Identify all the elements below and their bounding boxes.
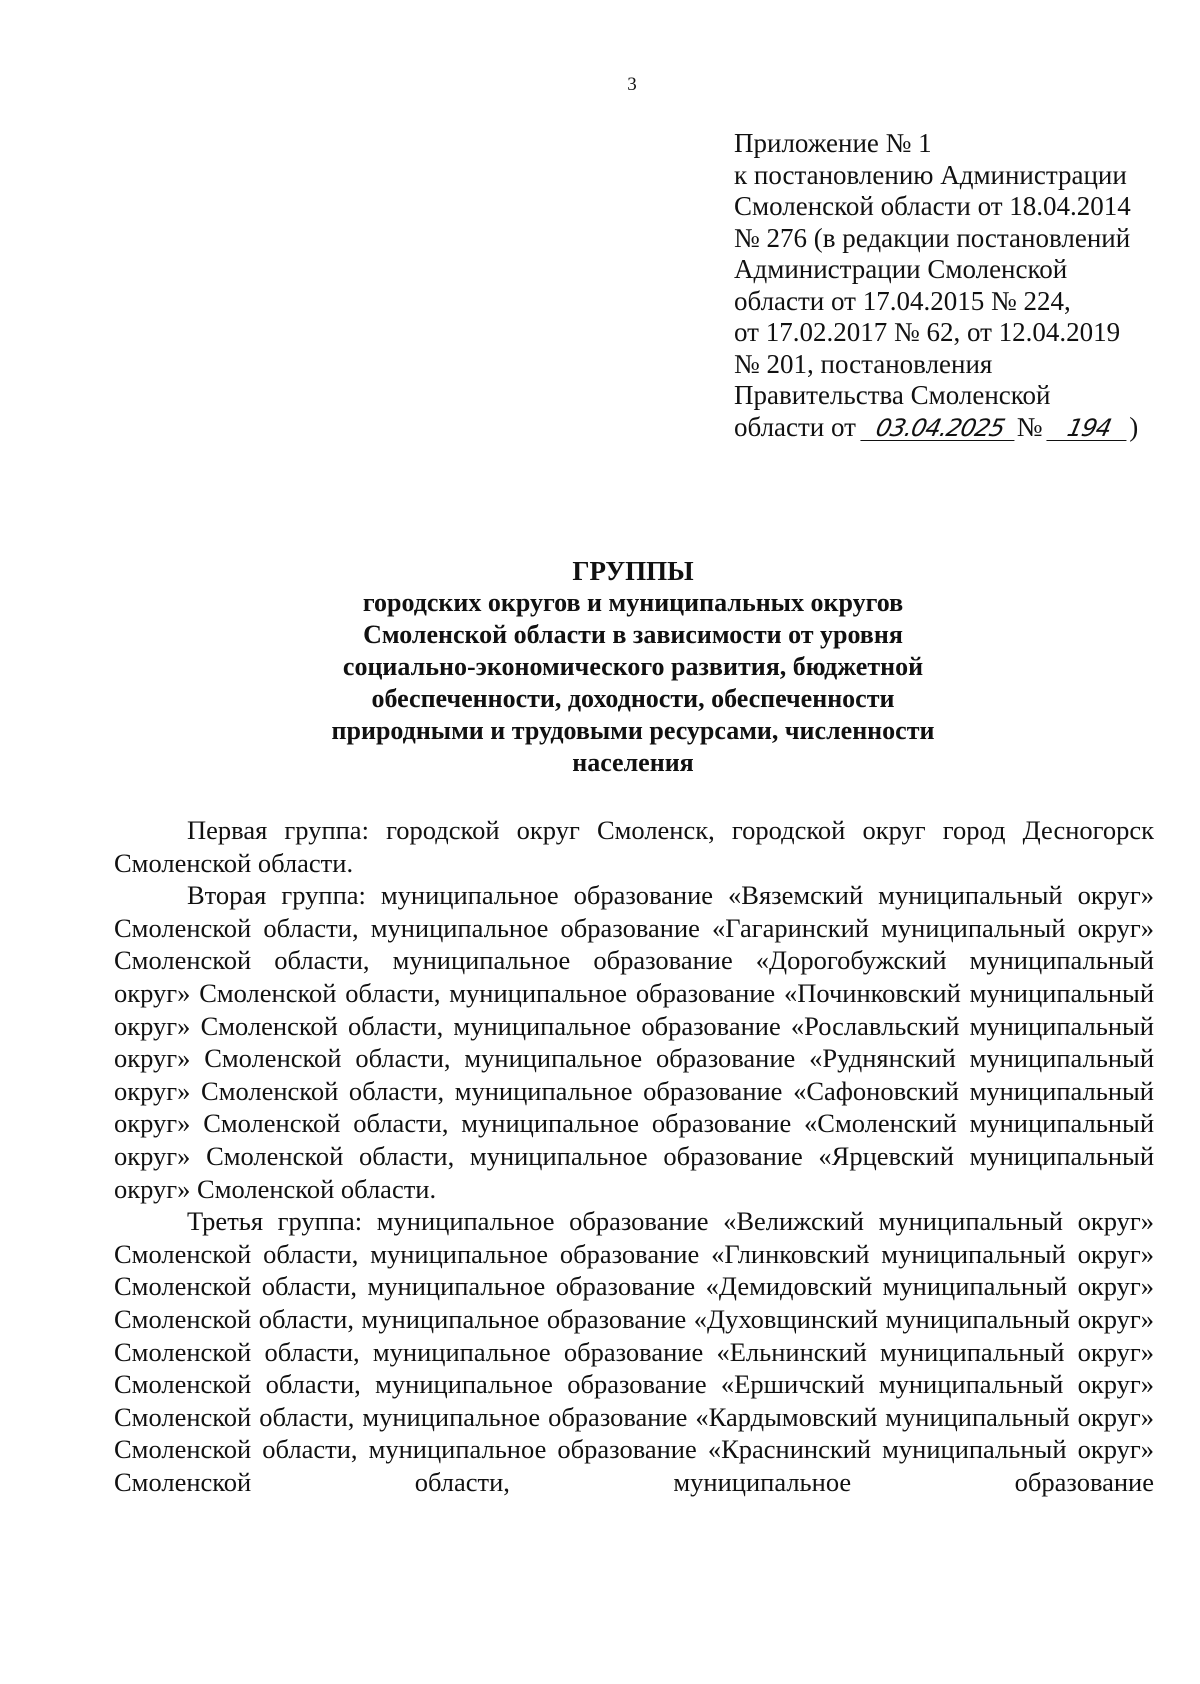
closing-parenthesis: ): [1129, 411, 1139, 442]
document-title: [232, 555, 1034, 779]
title-line: населения: [572, 748, 694, 777]
paragraph-group-2: Вторая группа: муниципальное образование «Вяземский муниципальный округ» Смоленской области, муниципальное образование «Гагаринский муниципальный округ» Смоленской области, муниципальное образование «Дорогобужский муниципальный округ» Смоленской области, муниципальное образование «Починковский муниципальный округ» Смоленской области, муниципальное образование «Рославльский муниципальный округ» Смоленской области, муниципальное образование «Руднянский муниципальный округ» Смоленской области, муниципальное образование «Сафоновский муниципальный округ» Смоленской области, муниципальное образование «Смоленский муниципальный округ» Смоленской области, муниципальное образование «Ярцевский муниципальный округ» Смоленской области.: [114, 880, 1154, 1204]
appendix-line: Администрации Смоленской: [734, 254, 1068, 284]
document-body: [114, 814, 1154, 1498]
appendix-line: Смоленской области от 18.04.2014: [734, 191, 1131, 221]
appendix-line: Приложение № 1: [734, 128, 932, 158]
paragraph-group-3: Третья группа: муниципальное образование «Велижский муниципальный округ» Смоленской области, муниципальное образование «Глинковский муниципальный округ» Смоленской области, муниципальное образование «Демидовский муниципальный округ» Смоленской области, муниципальное образование «Духовщинский муниципальный округ» Смоленской области, муниципальное образование «Ельнинский муниципальный округ» Смоленской области, муниципальное образование «Ершичский муниципальный округ» Смоленской области, муниципальное образование «Кардымовский муниципальный округ» Смоленской области, муниципальное образование «Краснинский муниципальный округ» Смоленской области, муниципальное образование: [114, 1206, 1154, 1497]
handwritten-number: 194: [1047, 416, 1132, 441]
appendix-last-line: [734, 412, 1154, 444]
handwritten-date: 03.04.2025: [860, 416, 1019, 441]
title-line: социально-экономического развития, бюджетной: [342, 652, 924, 681]
number-sign: №: [1016, 411, 1050, 442]
appendix-line: № 201, постановления: [734, 348, 993, 379]
title-line: Смоленской области в зависимости от уровня: [363, 620, 903, 649]
page-number: 3: [627, 74, 637, 95]
appendix-line: к постановлению Администрации: [734, 159, 1127, 190]
title-main: ГРУППЫ: [572, 556, 694, 586]
appendix-last-line-prefix: области от: [734, 411, 863, 442]
title-line: природными и трудовыми ресурсами, численности: [331, 716, 935, 745]
title-line: городских округов и муниципальных округов: [362, 588, 904, 617]
title-line: обеспеченности, доходности, обеспеченности: [371, 684, 895, 713]
appendix-line: Правительства Смоленской: [734, 380, 1051, 410]
paragraph-group-1: Первая группа: городской округ Смоленск, городской округ город Десногорск Смоленской области.: [114, 815, 1154, 878]
appendix-line: от 17.02.2017 № 62, от 12.04.2019: [734, 317, 1121, 347]
appendix-header: [734, 128, 1154, 443]
appendix-line: № 276 (в редакции постановлений: [734, 222, 1131, 253]
appendix-line: области от 17.04.2015 № 224,: [734, 285, 1071, 316]
